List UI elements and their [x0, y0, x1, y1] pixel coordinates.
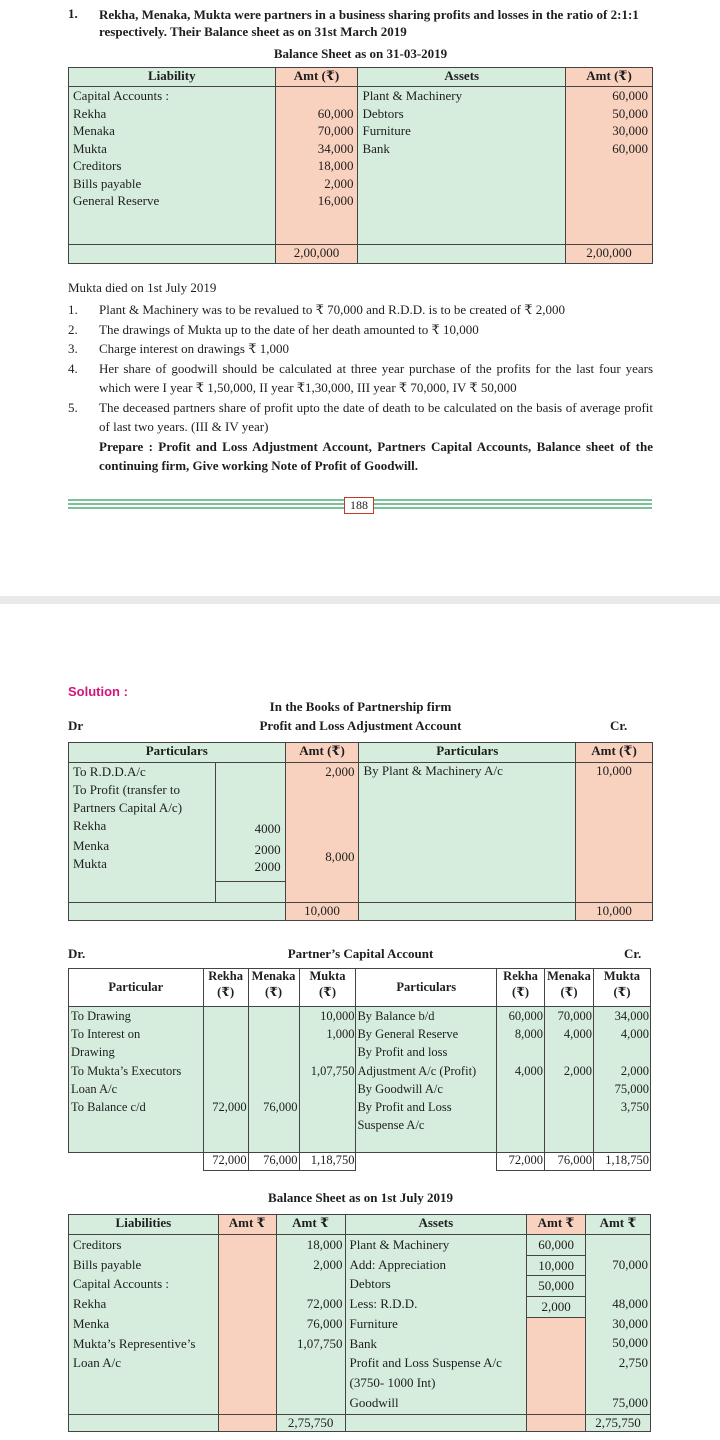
bs2-value: 70,000 — [612, 1256, 648, 1272]
cap-right-mukta — [593, 1007, 650, 1153]
pl-left-item: Rekha — [73, 818, 107, 833]
pl-header-amt: Amt (₹) — [285, 743, 359, 763]
prepare-instruction: Prepare : Profit and Loss Adjustment Account, Partners Capital Accounts, Balance sheet of the continuing firm, Give working Note of Profit of Goodwill. — [99, 438, 653, 473]
pl-header-particulars: Particulars — [359, 743, 576, 763]
capital-account-table — [68, 968, 651, 1171]
bs2-asset-amounts — [586, 1235, 651, 1415]
cap-header-rekha: Rekha (₹) — [497, 969, 545, 1007]
bs2-asset: (3750- 1000 Int) — [349, 1374, 436, 1390]
cap-left-item: To Drawing — [71, 1009, 131, 1023]
header-amt: Amt (₹) — [275, 68, 358, 87]
note-item: 4. Her share of goodwill should be calculated at three year purchase of the profits for the last four years which were I year ₹ 1,50,000, II year ₹1,30,000, III year ₹ 70,000, IV ₹ 50,000 — [68, 360, 653, 395]
question-text: Rekha, Menaka, Mukta were partners in a business sharing profits and losses in the ratio of 2:1:1 respectively. Their Balance sheet as on 31st March 2019 — [99, 7, 639, 39]
pl-total-label — [69, 903, 286, 921]
cap-total-right-rekha: 72,000 — [497, 1153, 545, 1171]
cap-left-item: To Mukta’s Executors — [71, 1063, 182, 1078]
pl-left-inner — [215, 763, 285, 903]
cap-value: 75,000 — [614, 1081, 649, 1096]
cap-header-particulars: Particulars — [356, 969, 497, 1007]
cap-right-item: By Goodwill A/c — [357, 1081, 443, 1096]
pl-left-particulars — [69, 763, 216, 903]
cap-left-item: Loan A/c — [71, 1081, 118, 1096]
pl-left-amounts — [285, 763, 359, 903]
liability-item: Menaka — [73, 123, 115, 138]
asset-item: Debtors — [362, 105, 404, 121]
bs2-total-liabilities: 2,75,750 — [276, 1415, 345, 1432]
cap-header-menaka: Menaka (₹) — [545, 969, 594, 1007]
liability-amount: 2,000 — [324, 175, 354, 191]
cap-value: 2,000 — [563, 1063, 592, 1078]
bs2-header-amt: Amt ₹ — [218, 1215, 276, 1235]
pl-inner-rule — [216, 881, 285, 882]
bs2-value: 18,000 — [306, 1237, 343, 1252]
liability-amount: 18,000 — [317, 158, 354, 173]
bs2-asset-inner — [527, 1235, 586, 1415]
cap-header-mukta: Mukta (₹) — [299, 969, 356, 1007]
cap-value: 1,000 — [326, 1027, 355, 1042]
note-item: 5. The deceased partners share of profit upto the date of death to be calculated on the basis of average profit of last two years. (III & IV year) — [68, 399, 653, 434]
cap-left-menaka — [248, 1007, 299, 1153]
bs2-total-label — [345, 1415, 527, 1432]
pl-share-rekha: 4000 — [254, 821, 281, 836]
bs2-header-liabilities: Liabilities — [69, 1215, 219, 1235]
bs2-value: 76,000 — [306, 1315, 343, 1331]
bs2-asset: Goodwill — [349, 1394, 399, 1410]
bs2-header-amt: Amt ₹ — [527, 1215, 586, 1235]
bs2-asset: Less: R.D.D. — [349, 1296, 418, 1312]
bs2-total-assets: 2,75,750 — [586, 1415, 651, 1432]
cap-left-item: Drawing — [71, 1045, 115, 1060]
asset-item: Bank — [362, 140, 390, 156]
pl-left-item: Mukta — [73, 856, 107, 871]
pl-right-amounts — [576, 763, 653, 903]
pl-left-item: Menka — [73, 838, 110, 853]
cap-total-blank — [69, 1153, 204, 1171]
cap-right-item: By Profit and loss — [357, 1045, 448, 1060]
liabilities-column — [69, 87, 276, 245]
asset-amount: 60,000 — [612, 140, 648, 156]
bs2-value: 10,000 — [527, 1256, 585, 1277]
pl-total-left: 10,000 — [285, 903, 359, 921]
bs2-liability: Creditors — [73, 1237, 122, 1252]
bs2-value: 50,000 — [527, 1276, 585, 1297]
asset-item: Furniture — [362, 123, 411, 138]
bs2-asset: Furniture — [349, 1315, 398, 1331]
bs2-value: 75,000 — [612, 1394, 648, 1410]
cap-header-menaka: Menaka (₹) — [248, 969, 299, 1007]
total-label-cell — [358, 245, 566, 264]
bs2-value: 60,000 — [527, 1235, 585, 1256]
header-assets: Assets — [358, 68, 566, 87]
liability-amount: 16,000 — [317, 193, 354, 208]
cap-total-right-menaka: 76,000 — [545, 1153, 594, 1171]
pl-share-menka: 2000 — [254, 842, 281, 857]
bs2-liability: Mukta’s Representive’s — [73, 1335, 196, 1351]
cap-value: 76,000 — [263, 1100, 298, 1114]
liability-amounts-column — [275, 87, 358, 245]
cap-value: 1,07,750 — [310, 1063, 355, 1078]
cap-title: Partner’s Capital Account — [287, 946, 434, 961]
liability-amount: 34,000 — [317, 140, 354, 156]
cap-value: 72,000 — [212, 1100, 247, 1114]
pl-adjustment-table — [68, 742, 653, 921]
cap-right-particulars — [356, 1007, 497, 1153]
cap-total-left-rekha: 72,000 — [203, 1153, 248, 1171]
bs2-liability: Rekha — [73, 1296, 107, 1312]
cap-total-blank — [356, 1153, 497, 1171]
cap-value: 4,000 — [563, 1027, 592, 1042]
question-number: 1. — [68, 6, 78, 21]
pl-left-item: To Profit (transfer to — [73, 782, 181, 797]
bs2-total-label — [69, 1415, 219, 1432]
note-item: 3. Charge interest on drawings ₹ 1,000 — [68, 341, 289, 356]
pl-header-amt: Amt (₹) — [576, 743, 653, 763]
bs2-header-amt: Amt ₹ — [586, 1215, 651, 1235]
asset-item: Plant & Machinery — [362, 88, 463, 103]
pl-profit-amount: 8,000 — [325, 849, 355, 864]
bs2-liability: Bills payable — [73, 1256, 142, 1272]
bs2-value: 50,000 — [612, 1335, 648, 1351]
liability-item: Mukta — [73, 140, 107, 156]
liability-item: Bills payable — [73, 175, 142, 191]
balance-sheet-title: Balance Sheet as on 31-03-2019 — [273, 46, 448, 61]
total-assets: 2,00,000 — [566, 245, 653, 264]
page-number: 188 — [344, 497, 374, 514]
liability-item: Capital Accounts : — [73, 88, 170, 103]
bs2-asset: Profit and Loss Suspense A/c — [349, 1355, 502, 1371]
pl-header-particulars: Particulars — [69, 743, 286, 763]
liability-item: Creditors — [73, 158, 122, 173]
assets-column — [358, 87, 566, 245]
cap-value: 8,000 — [514, 1027, 544, 1042]
note-item: 2. The drawings of Mukta up to the date of her death amounted to ₹ 10,000 — [68, 321, 479, 337]
cap-header-mukta: Mukta (₹) — [593, 969, 650, 1007]
page-188 — [0, 0, 720, 596]
header-amt: Amt (₹) — [566, 68, 653, 87]
cap-value: 34,000 — [614, 1009, 649, 1023]
books-title: In the Books of Partnership firm — [269, 699, 452, 714]
cap-header-rekha: Rekha (₹) — [203, 969, 248, 1007]
cap-value: 70,000 — [557, 1009, 592, 1023]
balance-sheet-july-table — [68, 1214, 651, 1432]
bs2-value: 48,000 — [612, 1296, 648, 1312]
bs2-value: 30,000 — [612, 1315, 648, 1331]
cap-right-menaka — [545, 1007, 594, 1153]
note-item: 1. Plant & Machinery was to be revalued to ₹ 70,000 and R.D.D. is to be created of ₹ 2,000 — [68, 302, 566, 317]
bs2-value: 72,000 — [306, 1296, 343, 1312]
pl-left-item: To R.D.D.A/c — [73, 764, 146, 779]
bs2-liabilities — [69, 1235, 219, 1415]
cap-header-particular: Particular — [69, 969, 204, 1007]
asset-amount: 30,000 — [612, 123, 648, 138]
total-label-cell — [69, 245, 276, 264]
bs2-total-blank — [218, 1415, 276, 1432]
cap-total-left-mukta: 1,18,750 — [299, 1153, 356, 1171]
cap-left-particulars — [69, 1007, 204, 1153]
bs2-asset: Add: Appreciation — [349, 1256, 446, 1272]
cap-right-item: Suspense A/c — [357, 1118, 425, 1133]
cap-cr-label: Cr. — [624, 946, 642, 961]
bs2-value: 1,07,750 — [297, 1335, 343, 1351]
bs2-liability: Capital Accounts : — [73, 1276, 170, 1292]
asset-amounts-column — [566, 87, 653, 245]
asset-amount: 50,000 — [612, 105, 648, 121]
cap-right-item: Adjustment A/c (Profit) — [357, 1063, 477, 1078]
liability-amount — [280, 87, 354, 105]
page-separator — [0, 596, 720, 604]
pl-right-amount: 10,000 — [596, 763, 632, 778]
pl-total-label — [359, 903, 576, 921]
pl-share-mukta: 2000 — [254, 859, 281, 874]
bs2-header-assets: Assets — [345, 1215, 527, 1235]
pl-right-particulars — [359, 763, 576, 903]
bs2-total-blank — [527, 1415, 586, 1432]
bs2-liab-amounts — [276, 1235, 345, 1415]
cap-right-item: By Profit and Loss — [357, 1100, 452, 1115]
pl-left-item: Partners Capital A/c) — [73, 800, 183, 815]
cap-left-item: To Interest on — [71, 1027, 141, 1042]
bs2-liability: Menka — [73, 1315, 110, 1331]
bs2-asset: Bank — [349, 1335, 377, 1351]
bs2-header-amt: Amt ₹ — [276, 1215, 345, 1235]
pl-right-item: By Plant & Machinery A/c — [363, 763, 503, 778]
cap-value: 3,750 — [620, 1100, 649, 1114]
cap-value: 60,000 — [508, 1009, 544, 1023]
bs2-liability: Loan A/c — [73, 1355, 122, 1371]
cap-value: 4,000 — [620, 1027, 649, 1042]
liability-amount: 60,000 — [317, 105, 354, 121]
pl-total-right: 10,000 — [576, 903, 653, 921]
pl-rdd-amount: 2,000 — [325, 764, 355, 779]
bs2-value: 2,750 — [618, 1355, 648, 1371]
cap-right-item: By Balance b/d — [357, 1009, 435, 1023]
liability-amount: 70,000 — [317, 123, 354, 138]
solution-page — [0, 604, 720, 1440]
cap-dr-label: Dr. — [68, 946, 86, 961]
died-note: Mukta died on 1st July 2019 — [68, 280, 217, 295]
solution-label: Solution : — [68, 684, 128, 699]
balance-sheet-table — [68, 67, 653, 264]
cap-value: 10,000 — [320, 1009, 355, 1023]
cap-right-item: By General Reserve — [357, 1027, 459, 1042]
pl-title: Profit and Loss Adjustment Account — [259, 718, 462, 733]
cap-value: 4,000 — [514, 1063, 544, 1078]
cap-value: 2,000 — [620, 1063, 649, 1078]
bs2-title: Balance Sheet as on 1st July 2019 — [268, 1190, 453, 1205]
bs2-asset: Debtors — [349, 1276, 391, 1292]
header-liability: Liability — [69, 68, 276, 87]
bs2-liab-inner — [218, 1235, 276, 1415]
cap-left-rekha — [203, 1007, 248, 1153]
notes-list — [68, 300, 653, 476]
cap-left-mukta — [299, 1007, 356, 1153]
cap-left-item: To Balance c/d — [71, 1100, 146, 1115]
asset-amount: 60,000 — [612, 88, 648, 103]
bs2-asset: Plant & Machinery — [349, 1237, 450, 1252]
cr-label: Cr. — [610, 718, 628, 733]
dr-label: Dr — [68, 718, 84, 733]
liability-item: General Reserve — [73, 193, 160, 208]
total-liabilities: 2,00,000 — [275, 245, 358, 264]
cap-right-rekha — [497, 1007, 545, 1153]
cap-total-left-menaka: 76,000 — [248, 1153, 299, 1171]
liability-item: Rekha — [73, 105, 107, 121]
cap-total-right-mukta: 1,18,750 — [593, 1153, 650, 1171]
bs2-value: 2,000 — [313, 1256, 343, 1272]
bs2-value: 2,000 — [527, 1297, 585, 1318]
bs2-assets — [345, 1235, 527, 1415]
